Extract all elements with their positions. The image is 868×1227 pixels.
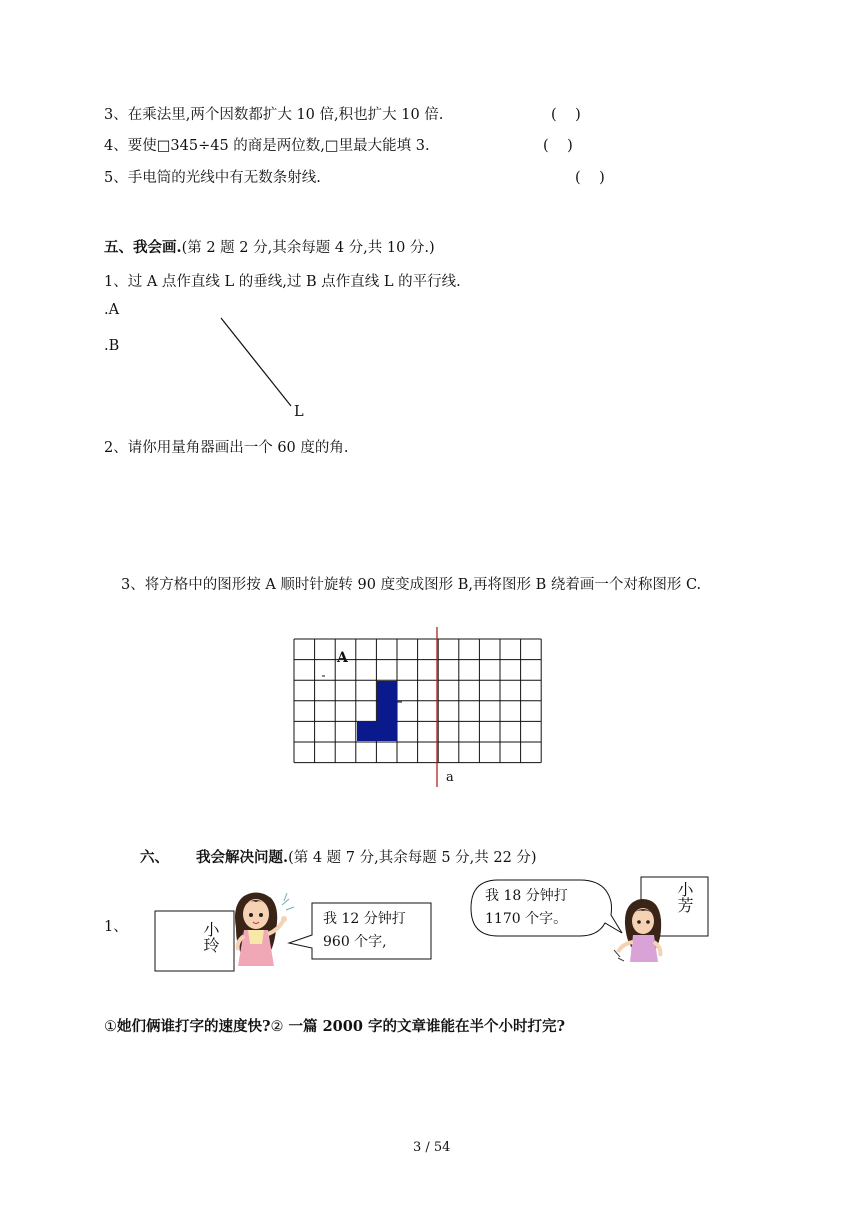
shape-a bbox=[357, 681, 397, 741]
section-6-q1-number: 1、 bbox=[104, 919, 128, 935]
square-grid[interactable] bbox=[294, 639, 541, 763]
speech-right-line-2: 1170 个字。 bbox=[485, 911, 568, 927]
speech-left-line-1: 我 12 分钟打 bbox=[323, 911, 406, 927]
section-6-heading: 我会解决问题. bbox=[196, 849, 289, 866]
section-6-subquestions bbox=[104, 1020, 565, 1035]
subquestion-2: 一篇 2000 字的文章谁能在半个小时打完? bbox=[283, 1018, 565, 1035]
circled-1-icon: ① bbox=[104, 1019, 117, 1035]
judge-item-5: 5、手电筒的光线中有无数条射线. bbox=[104, 170, 321, 186]
section-6-title bbox=[196, 851, 537, 866]
name-right-text: 小芳 bbox=[675, 881, 694, 913]
name-left-text: 小玲 bbox=[201, 921, 220, 953]
answer-paren-5[interactable]: ( ) bbox=[575, 170, 605, 186]
name-box-left bbox=[155, 911, 234, 971]
section-6-note: (第 4 题 7 分,其余每题 5 分,共 22 分) bbox=[288, 850, 537, 866]
circled-2-icon: ② bbox=[270, 1019, 284, 1035]
girl-xiaofang-illustration bbox=[614, 899, 661, 962]
judge-item-4: 4、要使□345÷45 的商是两位数,□里最大能填 3. bbox=[104, 138, 430, 154]
axis-label-a: a bbox=[446, 770, 454, 785]
section-5-note: (第 2 题 2 分,其余每题 4 分,共 10 分.) bbox=[181, 240, 435, 256]
section-5-heading: 五、我会画. bbox=[104, 239, 182, 256]
line-l bbox=[221, 318, 291, 406]
speech-right-line-1: 我 18 分钟打 bbox=[485, 888, 568, 904]
section-5-q1: 1、过 A 点作直线 L 的垂线,过 B 点作直线 L 的平行线. bbox=[104, 274, 461, 290]
grid-label-a: A bbox=[337, 650, 348, 666]
section-5-q3: 3、将方格中的图形按 A 顺时针旋转 90 度变成图形 B,再将图形 B 绕着画一个对称图形 C. bbox=[121, 577, 702, 593]
section-5-q2: 2、请你用量角器画出一个 60 度的角. bbox=[104, 440, 349, 456]
judge-item-3: 3、在乘法里,两个因数都扩大 10 倍,积也扩大 10 倍. bbox=[104, 107, 444, 123]
girl-xiaoling-illustration bbox=[235, 892, 294, 966]
page-number: 3 / 54 bbox=[413, 1140, 451, 1155]
point-a-label: .A bbox=[104, 302, 120, 318]
speech-left-line-2: 960 个字, bbox=[323, 934, 387, 950]
point-b-label: .B bbox=[104, 338, 120, 354]
answer-paren-3[interactable]: ( ) bbox=[551, 107, 581, 123]
line-l-label: L bbox=[294, 404, 304, 420]
section-6-number: 六、 bbox=[140, 849, 169, 866]
answer-paren-4[interactable]: ( ) bbox=[543, 138, 573, 154]
subquestion-1: 她们俩谁打字的速度快? bbox=[117, 1018, 271, 1035]
